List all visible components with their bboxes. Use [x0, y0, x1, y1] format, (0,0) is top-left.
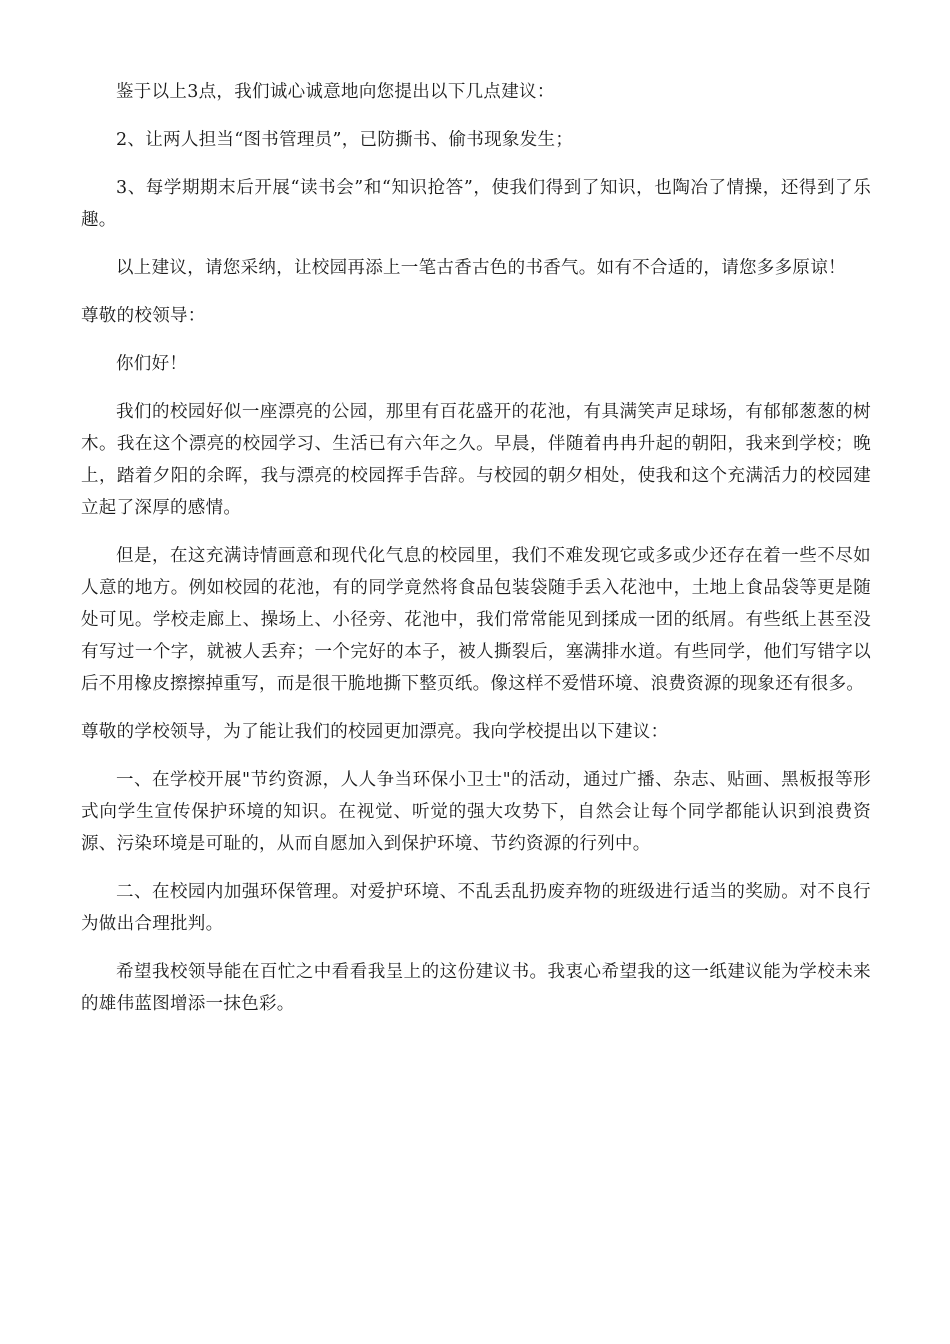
paragraph-closing-2: 希望我校领导能在百忙之中看看我呈上的这份建议书。我衷心希望我的这一纸建议能为学校未来的雄伟蓝图增添一抹色彩。	[81, 962, 871, 1014]
paragraph-closing-1: 以上建议，请您采纳，让校园再添上一笔古香古色的书香气。如有不合适的，请您多多原谅！	[116, 258, 846, 278]
paragraph-suggestion-intro: 鉴于以上3点，我们诚心诚意地向您提出以下几点建议：	[116, 82, 555, 102]
salutation-school-leaders: 尊敬的校领导：	[81, 306, 206, 326]
paragraph-proposal-2: 二、在校园内加强环保管理。对爱护环境、不乱丢乱扔废弃物的班级进行适当的奖励。对不良行为做出合理批判。	[81, 882, 871, 934]
paragraph-problems: 但是，在这充满诗情画意和现代化气息的校园里，我们不难发现它或多或少还存在着一些不尽如人意的地方。例如校园的花池，有的同学竟然将食品包装袋随手丢入花池中，土地上食品袋等更是随处可见。学校走廊上、操场上、小径旁、花池中，我们常常能见到揉成一团的纸屑。有些纸上甚至没有写过一个字，就被人丢弃；一个完好的本子，被人撕裂后，塞满排水道。有些同学，他们写错字以后不用橡皮擦擦掉重写，而是很干脆地撕下整页纸。像这样不爱惜环境、浪费资源的现象还有很多。	[81, 546, 871, 694]
paragraph-suggestion-3: 3、每学期期末后开展“读书会”和“知识抢答”，使我们得到了知识，也陶冶了情操，还得到了乐趣。	[81, 178, 871, 230]
paragraph-suggestion-2: 2、让两人担当“图书管理员”，已防撕书、偷书现象发生；	[116, 130, 574, 150]
document-body	[81, 76, 871, 1036]
paragraph-proposal-1: 一、在学校开展"节约资源，人人争当环保小卫士"的活动，通过广播、杂志、贴画、黑板报等形式向学生宣传保护环境的知识。在视觉、听觉的强大攻势下，自然会让每个同学都能认识到浪费资源、污染环境是可耻的，从而自愿加入到保护环境、节约资源的行列中。	[81, 770, 871, 854]
paragraph-proposal-intro: 尊敬的学校领导，为了能让我们的校园更加漂亮。我向学校提出以下建议：	[81, 722, 669, 742]
greeting: 你们好！	[116, 354, 188, 374]
paragraph-campus-description: 我们的校园好似一座漂亮的公园，那里有百花盛开的花池，有具满笑声足球场，有郁郁葱葱的树木。我在这个漂亮的校园学习、生活已有六年之久。早晨，伴随着冉冉升起的朝阳，我来到学校；晚上，踏着夕阳的余晖，我与漂亮的校园挥手告辞。与校园的朝夕相处，使我和这个充满活力的校园建立起了深厚的感情。	[81, 402, 871, 518]
